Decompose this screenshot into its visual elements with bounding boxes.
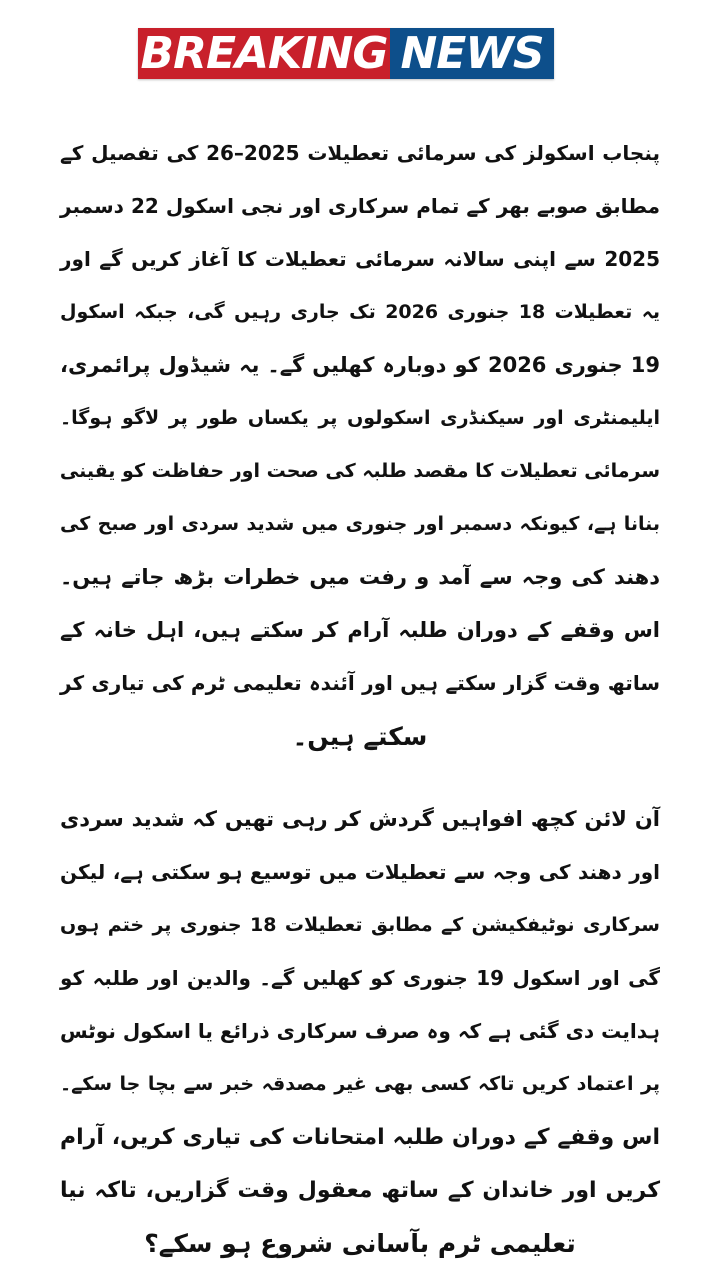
paragraph-line: پنجاب اسکولز کی سرمائی تعطیلات 2025–26 کی تفصیل کے <box>60 141 660 165</box>
paragraph-line: 2025 سے اپنی سالانہ سرمائی تعطیلات کا آغاز کریں گے اور <box>60 247 660 271</box>
banner-breaking-label: BREAKING <box>138 28 390 79</box>
paragraph-line: 19 جنوری 2026 کو دوبارہ کھلیں گے۔ یہ شیڈول پرائمری، <box>60 353 660 377</box>
paragraph-line: ہدایت دی گئی ہے کہ وہ صرف سرکاری ذرائع یا اسکول نوٹس <box>60 1019 660 1043</box>
paragraph-line: پر اعتماد کریں تاکہ کسی بھی غیر مصدقہ خبر سے بچا جا سکے۔ <box>60 1073 660 1095</box>
paragraph-line: ایلیمنٹری اور سیکنڈری اسکولوں پر یکساں طور پر لاگو ہوگا۔ <box>60 407 660 429</box>
paragraph-line: بنانا ہے، کیونکہ دسمبر اور جنوری میں شدید سردی اور صبح کی <box>60 513 660 535</box>
paragraph-line: تعلیمی ٹرم بآسانی شروع ہو سکے؟ <box>144 1229 576 1258</box>
paragraph-line: سکتے ہیں۔ <box>292 722 428 751</box>
paragraph-line: اور دھند کی وجہ سے تعطیلات میں توسیع ہو سکتی ہے، لیکن <box>60 860 660 884</box>
breaking-news-banner <box>138 28 554 79</box>
paragraph-line: دھند کی وجہ سے آمد و رفت میں خطرات بڑھ جاتے ہیں۔ <box>60 565 660 589</box>
paragraph-line: سرکاری نوٹیفکیشن کے مطابق تعطیلات 18 جنوری پر ختم ہوں <box>60 914 660 936</box>
paragraph-line: ساتھ وقت گزار سکتے ہیں اور آئندہ تعلیمی ٹرم کی تیاری کر <box>60 671 660 695</box>
paragraph-line: اس وقفے کے دوران طلبہ آرام کر سکتے ہیں، اہل خانہ کے <box>60 618 660 642</box>
paragraph-line: کریں اور خاندان کے ساتھ معقول وقت گزاریں، تاکہ نیا <box>60 1178 660 1203</box>
paragraph-line: آن لائن کچھ افواہیں گردش کر رہی تھیں کہ شدید سردی <box>60 807 660 831</box>
article-paragraph-1 <box>60 127 660 763</box>
paragraph-line: گی اور اسکول 19 جنوری کو کھلیں گے۔ والدین اور طلبہ کو <box>60 966 660 990</box>
paragraph-line: اس وقفے کے دوران طلبہ امتحانات کی تیاری کریں، آرام <box>60 1125 660 1150</box>
paragraph-line: سرمائی تعطیلات کا مقصد طلبہ کی صحت اور حفاظت کو یقینی <box>59 460 660 482</box>
paragraph-line: یہ تعطیلات 18 جنوری 2026 تک جاری رہیں گی، جبکہ اسکول <box>60 301 660 323</box>
banner-news-label: NEWS <box>390 28 554 79</box>
article-paragraph-2 <box>60 793 660 1270</box>
paragraph-line: مطابق صوبے بھر کے تمام سرکاری اور نجی اسکول 22 دسمبر <box>60 194 660 218</box>
